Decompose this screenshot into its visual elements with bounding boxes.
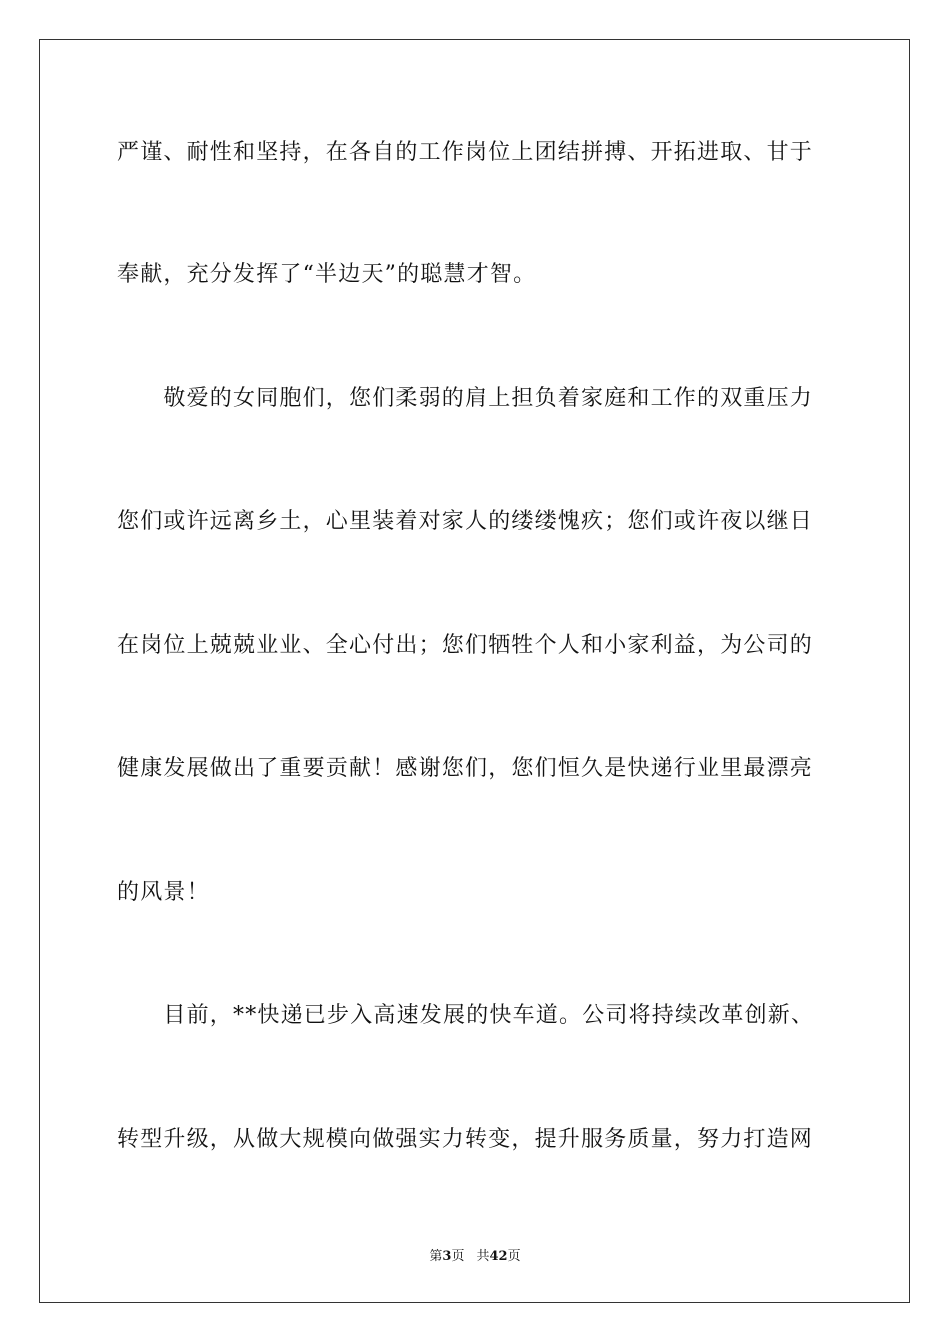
page-footer: [0, 1248, 950, 1266]
body-text-line: 的风景！: [117, 880, 210, 905]
body-text-line: 目前，**快递已步入高速发展的快车道。公司将持续改革创新、: [117, 1003, 815, 1028]
total-suffix: 页: [507, 1249, 521, 1264]
page-prefix: 第: [429, 1249, 443, 1264]
body-text-line: 奉献，充分发挥了“半边天”的聪慧才智。: [117, 262, 537, 287]
body-text-line: 转型升级，从做大规模向做强实力转变，提升服务质量，努力打造网: [117, 1127, 814, 1152]
body-text-line: 敬爱的女同胞们，您们柔弱的肩上担负着家庭和工作的双重压力: [117, 386, 814, 411]
page-number: 3: [442, 1249, 452, 1264]
page-border: [39, 39, 910, 1303]
body-text-line: 严谨、耐性和坚持，在各自的工作岗位上团结拼搏、开拓进取、甘于: [117, 140, 814, 165]
body-text-line: 您们或许远离乡土，心里装着对家人的缕缕愧疚；您们或许夜以继日: [117, 509, 814, 534]
body-text-line: 在岗位上兢兢业业、全心付出；您们牺牲个人和小家利益，为公司的: [117, 633, 814, 658]
body-text-line: 健康发展做出了重要贡献！感谢您们，您们恒久是快递行业里最漂亮: [117, 756, 814, 781]
total-pages: 42: [489, 1249, 508, 1264]
page-suffix: 页: [451, 1249, 465, 1264]
total-prefix: 共: [476, 1249, 490, 1264]
